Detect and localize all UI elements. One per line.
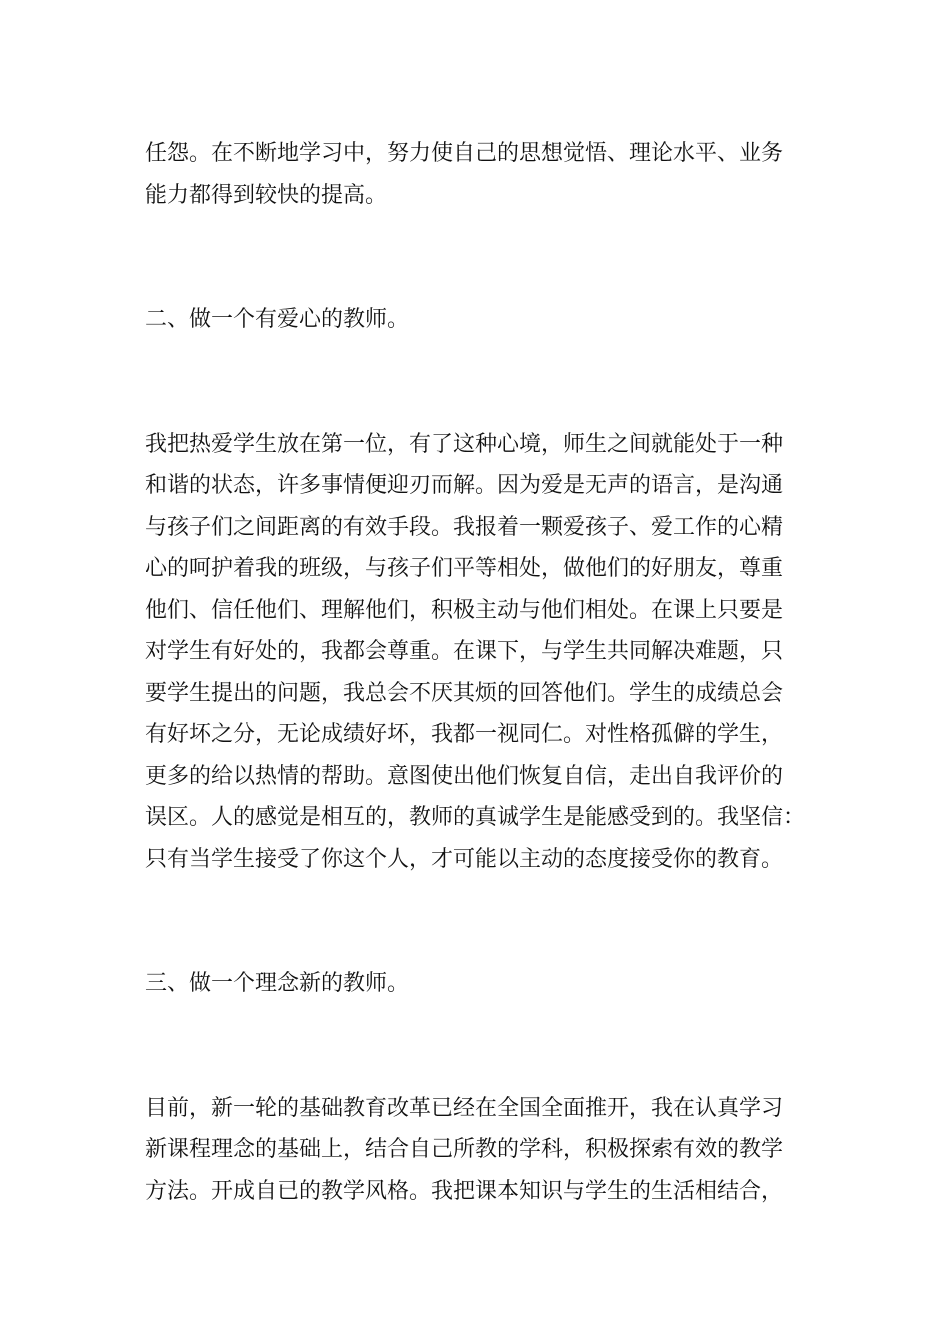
paragraph-gap [145, 216, 810, 299]
text-line: 能力都得到较快的提高。 [145, 182, 388, 208]
text-line: 他们、信任他们、理解他们，积极主动与他们相处。在课上只要是 [145, 597, 784, 623]
text-line: 新课程理念的基础上，结合自己所教的学科，积极探索有效的教学 [145, 1137, 784, 1162]
paragraph-loving-teacher [145, 424, 810, 881]
section-heading-2 [145, 299, 810, 341]
paragraph-continuation [145, 133, 810, 216]
text-line: 我把热爱学生放在第一位，有了这种心境，师生之间就能处于一种 [145, 431, 784, 457]
text-line: 对学生有好处的，我都会尊重。在课下，与学生共同解决难题，只 [145, 639, 784, 664]
text-line: 有好坏之分，无论成绩好坏，我都一视同仁。对性格孤僻的学生， [145, 722, 784, 747]
paragraph-gap [145, 341, 810, 424]
text-line: 误区。人的感觉是相互的，教师的真诚学生是能感受到的。我坚信： [145, 805, 806, 830]
heading-text: 二、做一个有爱心的教师。 [145, 307, 410, 332]
text-line: 要学生提出的问题，我总会不厌其烦的回答他们。学生的成绩总会 [145, 680, 784, 706]
paragraph-gap [145, 1005, 810, 1088]
paragraph-gap [145, 880, 810, 963]
text-line: 方法。开成自已的教学风格。我把课本知识与学生的生活相结合， [145, 1178, 784, 1204]
text-line: 目前，新一轮的基础教育改革已经在全国全面推开，我在认真学习 [145, 1095, 784, 1121]
text-line: 只有当学生接受了你这个人，才可能以主动的态度接受你的教育。 [145, 846, 784, 872]
text-line: 心的呵护着我的班级，与孩子们平等相处，做他们的好朋友，尊重 [145, 556, 784, 581]
text-line: 任怨。在不断地学习中，努力使自己的思想觉悟、理论水平、业务 [145, 141, 784, 166]
text-line: 与孩子们之间距离的有效手段。我报着一颗爱孩子、爱工作的心精 [145, 514, 784, 540]
section-heading-3 [145, 963, 810, 1005]
paragraph-new-concepts [145, 1088, 810, 1213]
document-body [145, 133, 810, 1212]
text-line: 更多的给以热情的帮助。意图使出他们恢复自信，走出自我评价的 [145, 763, 784, 789]
heading-text: 三、做一个理念新的教师。 [145, 971, 410, 996]
text-line: 和谐的状态，许多事情便迎刃而解。因为爱是无声的语言，是沟通 [145, 473, 784, 498]
